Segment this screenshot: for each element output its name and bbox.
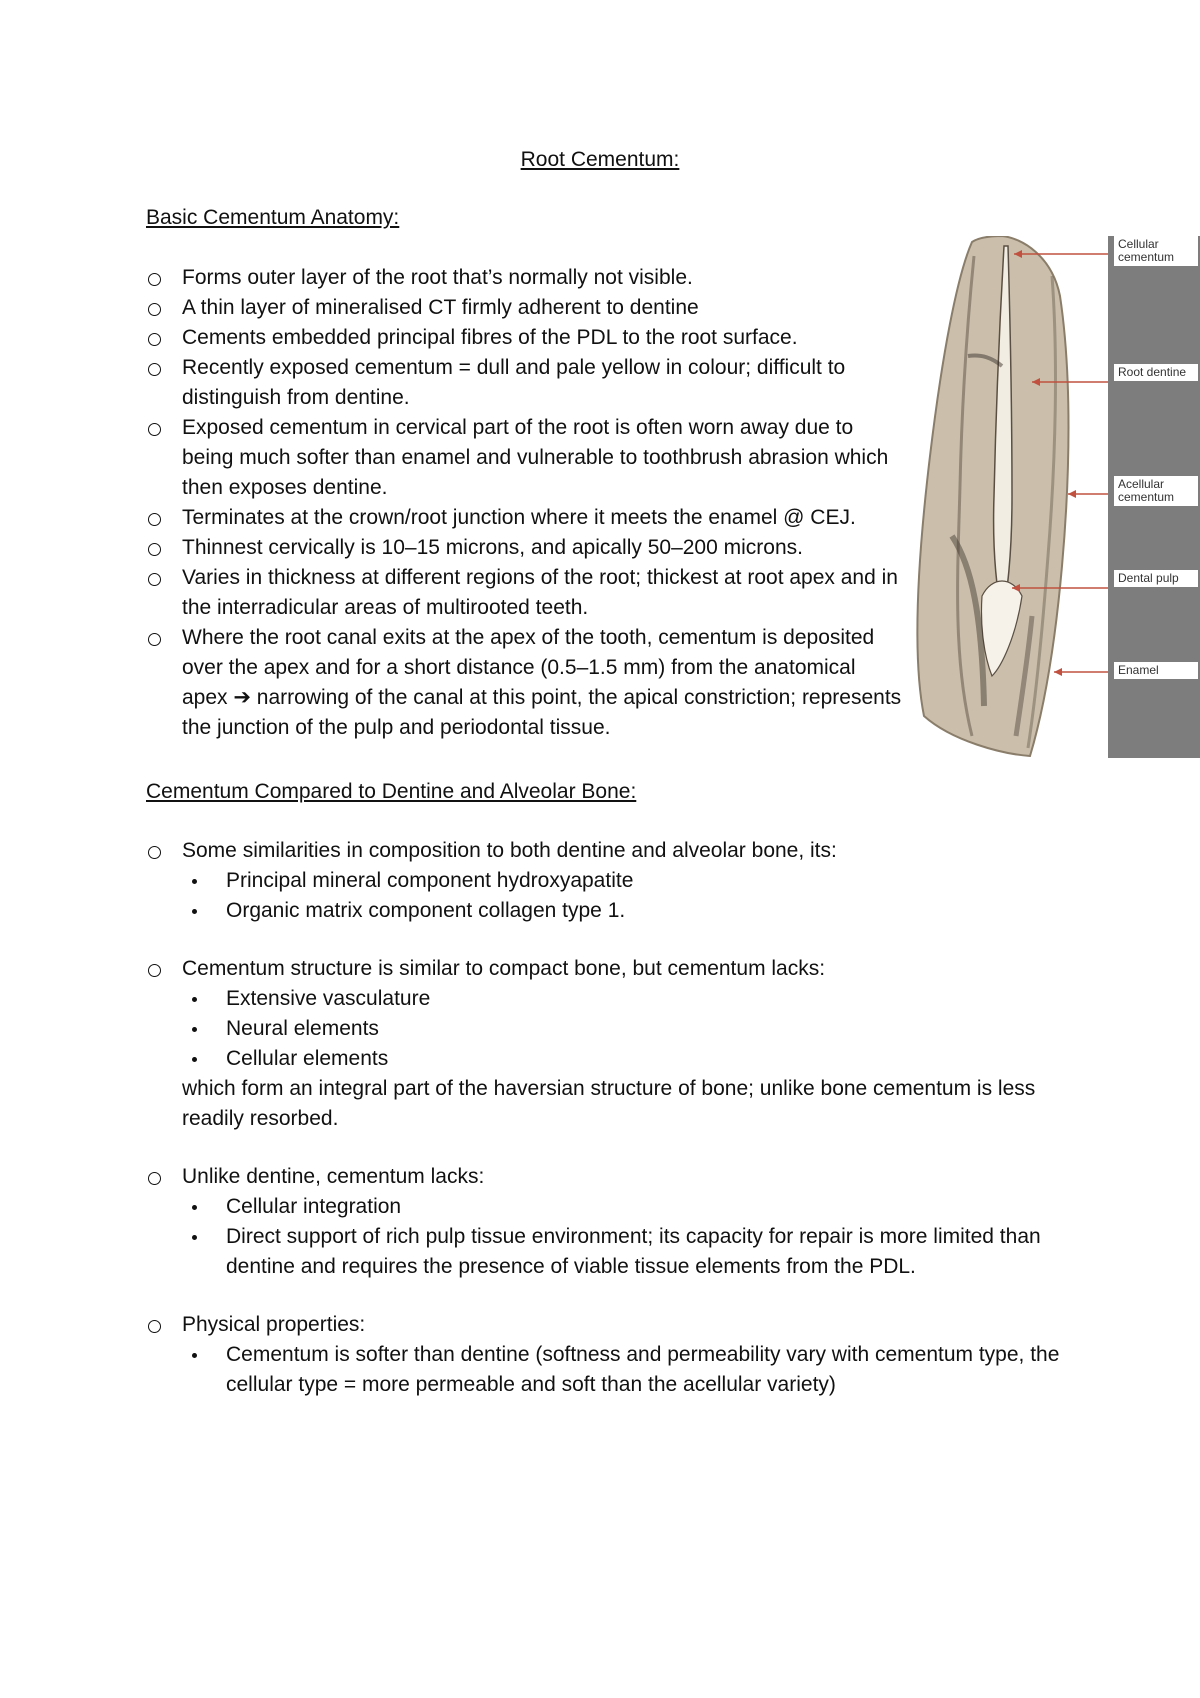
sub-list-item: Cellular elements xyxy=(182,1044,1066,1074)
section-heading-comparison: Cementum Compared to Dentine and Alveolar Bone: xyxy=(146,780,637,803)
label-root-dentine: Root dentine xyxy=(1114,364,1198,381)
list-item-lead: Some similarities in composition to both dentine and alveolar bone, its: xyxy=(182,839,837,862)
sub-list-item: Cellular integration xyxy=(182,1192,1066,1222)
list-item xyxy=(146,954,1066,1134)
list-item-lead: Cementum structure is similar to compact bone, but cementum lacks: xyxy=(182,957,826,980)
list-item: Thinnest cervically is 10–15 microns, and apically 50–200 microns. xyxy=(146,533,906,563)
label-acellular-cementum: Acellular cementum xyxy=(1114,476,1198,506)
list-item: Recently exposed cementum = dull and pale yellow in colour; difficult to distinguish from dentine. xyxy=(146,353,906,413)
list-item-tail: which form an integral part of the haversian structure of bone; unlike bone cementum is less readily resorbed. xyxy=(182,1077,1036,1130)
label-enamel: Enamel xyxy=(1114,662,1198,679)
comparison-list xyxy=(146,836,1066,1400)
sub-list-item: Extensive vasculature xyxy=(182,984,1066,1014)
list-item: Exposed cementum in cervical part of the root is often worn away due to being much softer than enamel and vulnerable to toothbrush abrasion which then exposes dentine. xyxy=(146,413,906,503)
sub-list-item: Principal mineral component hydroxyapatite xyxy=(182,866,1066,896)
sub-list-item: Direct support of rich pulp tissue environment; its capacity for repair is more limited than dentine and requires the presence of viable tissue elements from the PDL. xyxy=(182,1222,1066,1282)
tooth-section-figure xyxy=(912,236,1200,758)
list-item xyxy=(146,836,1066,926)
sub-list xyxy=(182,1192,1066,1282)
list-item: Where the root canal exits at the apex of the tooth, cementum is deposited over the apex and for a short distance (0.5–1.5 mm) from the anatomical apex ➔ narrowing of the canal at this point, the apical constriction; represents the junction of the pulp and periodontal tissue. xyxy=(146,623,906,743)
list-item xyxy=(146,1162,1066,1282)
list-item-lead: Unlike dentine, cementum lacks: xyxy=(182,1165,485,1188)
anatomy-list xyxy=(146,263,906,743)
list-item: Cements embedded principal fibres of the PDL to the root surface. xyxy=(146,323,906,353)
list-item: Forms outer layer of the root that’s normally not visible. xyxy=(146,263,906,293)
list-item xyxy=(146,1310,1066,1400)
sub-list-item: Neural elements xyxy=(182,1014,1066,1044)
section-heading-anatomy: Basic Cementum Anatomy: xyxy=(146,206,400,229)
sub-list xyxy=(182,1340,1066,1400)
tooth-illustration xyxy=(912,236,1112,758)
sub-list xyxy=(182,984,1066,1074)
sub-list-item: Organic matrix component collagen type 1. xyxy=(182,896,1066,926)
page-title: Root Cementum: xyxy=(520,148,680,171)
sub-list xyxy=(182,866,1066,926)
list-item: Terminates at the crown/root junction where it meets the enamel @ CEJ. xyxy=(146,503,906,533)
sub-list-item: Cementum is softer than dentine (softness and permeability vary with cementum type, the cellular type = more permeable and soft than the acellular variety) xyxy=(182,1340,1066,1400)
label-dental-pulp: Dental pulp xyxy=(1114,570,1198,587)
list-item-lead: Physical properties: xyxy=(182,1313,366,1336)
list-item: Varies in thickness at different regions of the root; thickest at root apex and in the interradicular areas of multirooted teeth. xyxy=(146,563,906,623)
list-item: A thin layer of mineralised CT firmly adherent to dentine xyxy=(146,293,906,323)
label-cellular-cementum: Cellular cementum xyxy=(1114,236,1198,266)
